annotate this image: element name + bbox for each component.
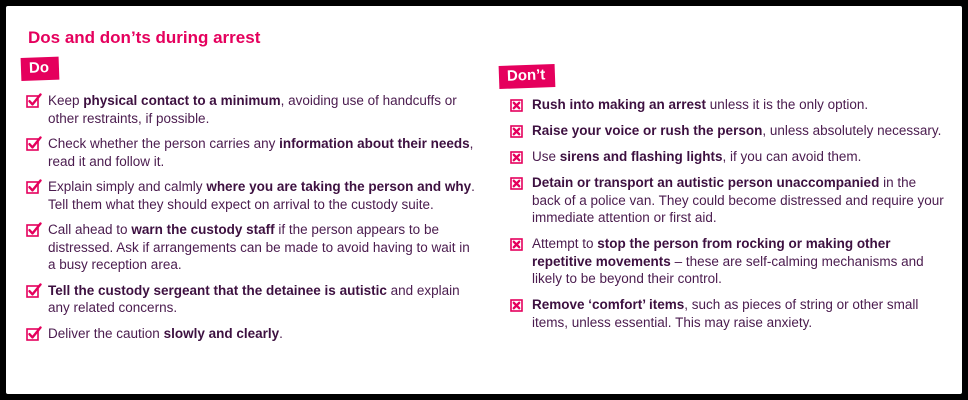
dont-item-text (532, 297, 918, 330)
item-text-segment: in the back of a police van. They could become distressed and require your immediate attention or first aid. (532, 175, 944, 225)
checkbox-tick-icon (26, 179, 42, 195)
item-text-segment: Attempt to (532, 236, 598, 251)
do-list-item (26, 325, 476, 343)
item-text-segment: Deliver the caution (48, 325, 164, 341)
bold-text: Raise your voice or rush the person (532, 123, 763, 138)
bold-text: physical contact to a minimum (83, 93, 281, 108)
item-text-segment: . (279, 325, 283, 341)
dont-list-item (510, 148, 946, 166)
checkbox-tick-icon (26, 136, 42, 152)
bold-text: Tell the custody sergeant that the detainee is autistic (48, 282, 387, 298)
dont-list-item (510, 235, 946, 288)
checkbox-cross-icon (510, 97, 526, 113)
dont-list-item (510, 296, 946, 331)
dont-list (510, 96, 946, 340)
item-text-segment: Explain simply and calmly (48, 179, 207, 194)
bold-text: where you are taking the person and why (206, 179, 472, 194)
do-item-text (48, 326, 283, 341)
item-text-segment: , such as pieces of string or other small items, unless essential. This may raise anxiety. (532, 297, 919, 330)
item-text-segment: if the person appears to be distressed. Ask if arrangements can be made to avoid having to wait in a busy reception area. (48, 222, 470, 272)
do-item-text (48, 136, 473, 169)
checkbox-cross-icon (510, 175, 526, 191)
bold-text: Detain or transport an autistic person unaccompanied (532, 175, 880, 190)
checkbox-tick-icon (26, 93, 42, 109)
bold-text: stop the person from rocking or making other repetitive movements (532, 236, 891, 269)
item-text-segment: – these are self-calming mechanisms and likely to be beyond their control. (532, 253, 924, 286)
item-text-segment: Use (532, 149, 560, 164)
bold-text: warn the custody staff (131, 222, 275, 237)
item-text-segment: , unless absolutely necessary. (762, 123, 942, 138)
checkbox-tick-icon (26, 283, 42, 299)
checkbox-tick-icon (26, 326, 42, 342)
do-list-item (26, 221, 476, 274)
dont-label: Don’t (499, 64, 556, 89)
do-list-item (26, 282, 476, 317)
info-card (6, 6, 962, 394)
bold-text: slowly and clearly (163, 325, 280, 341)
dont-item-text (532, 236, 924, 286)
dont-list-item (510, 122, 946, 140)
do-item-text (48, 283, 460, 316)
item-text-segment: unless it is the only option. (706, 97, 869, 112)
bold-text: Remove ‘comfort’ items (532, 297, 685, 312)
dont-item-text (532, 97, 868, 112)
item-text-segment: , read it and follow it. (48, 136, 474, 169)
dont-item-text (532, 175, 944, 225)
do-list-item (26, 135, 476, 170)
checkbox-cross-icon (510, 123, 526, 139)
checkbox-tick-icon (26, 222, 42, 238)
item-text-segment: Call ahead to (48, 222, 132, 237)
dont-item-text (532, 123, 941, 138)
item-text-segment: Keep (48, 93, 84, 108)
do-item-text (48, 179, 475, 212)
item-text-segment: , if you can avoid them. (722, 149, 862, 164)
item-text-segment: Check whether the person carries any (48, 136, 280, 151)
checkbox-cross-icon (510, 297, 526, 313)
page-title: Dos and don’ts during arrest (28, 28, 261, 47)
checkbox-cross-icon (510, 236, 526, 252)
item-text-segment: and explain any related concerns. (48, 282, 460, 315)
bold-text: sirens and flashing lights (559, 149, 723, 164)
dont-item-text (532, 149, 861, 164)
item-text-segment: , avoiding use of handcuffs or other restraints, if possible. (48, 93, 457, 126)
do-list-item (26, 178, 476, 213)
do-label: Do (21, 57, 60, 81)
dont-list-item (510, 174, 946, 227)
dont-list-item (510, 96, 946, 114)
item-text-segment: . Tell them what they should expect on arrival to the custody suite. (48, 179, 475, 212)
do-list-item (26, 92, 476, 127)
bold-text: information about their needs (279, 136, 470, 151)
bold-text: Rush into making an arrest (532, 97, 707, 112)
do-list (26, 92, 476, 350)
do-item-text (48, 93, 457, 126)
checkbox-cross-icon (510, 149, 526, 165)
do-item-text (48, 222, 470, 272)
